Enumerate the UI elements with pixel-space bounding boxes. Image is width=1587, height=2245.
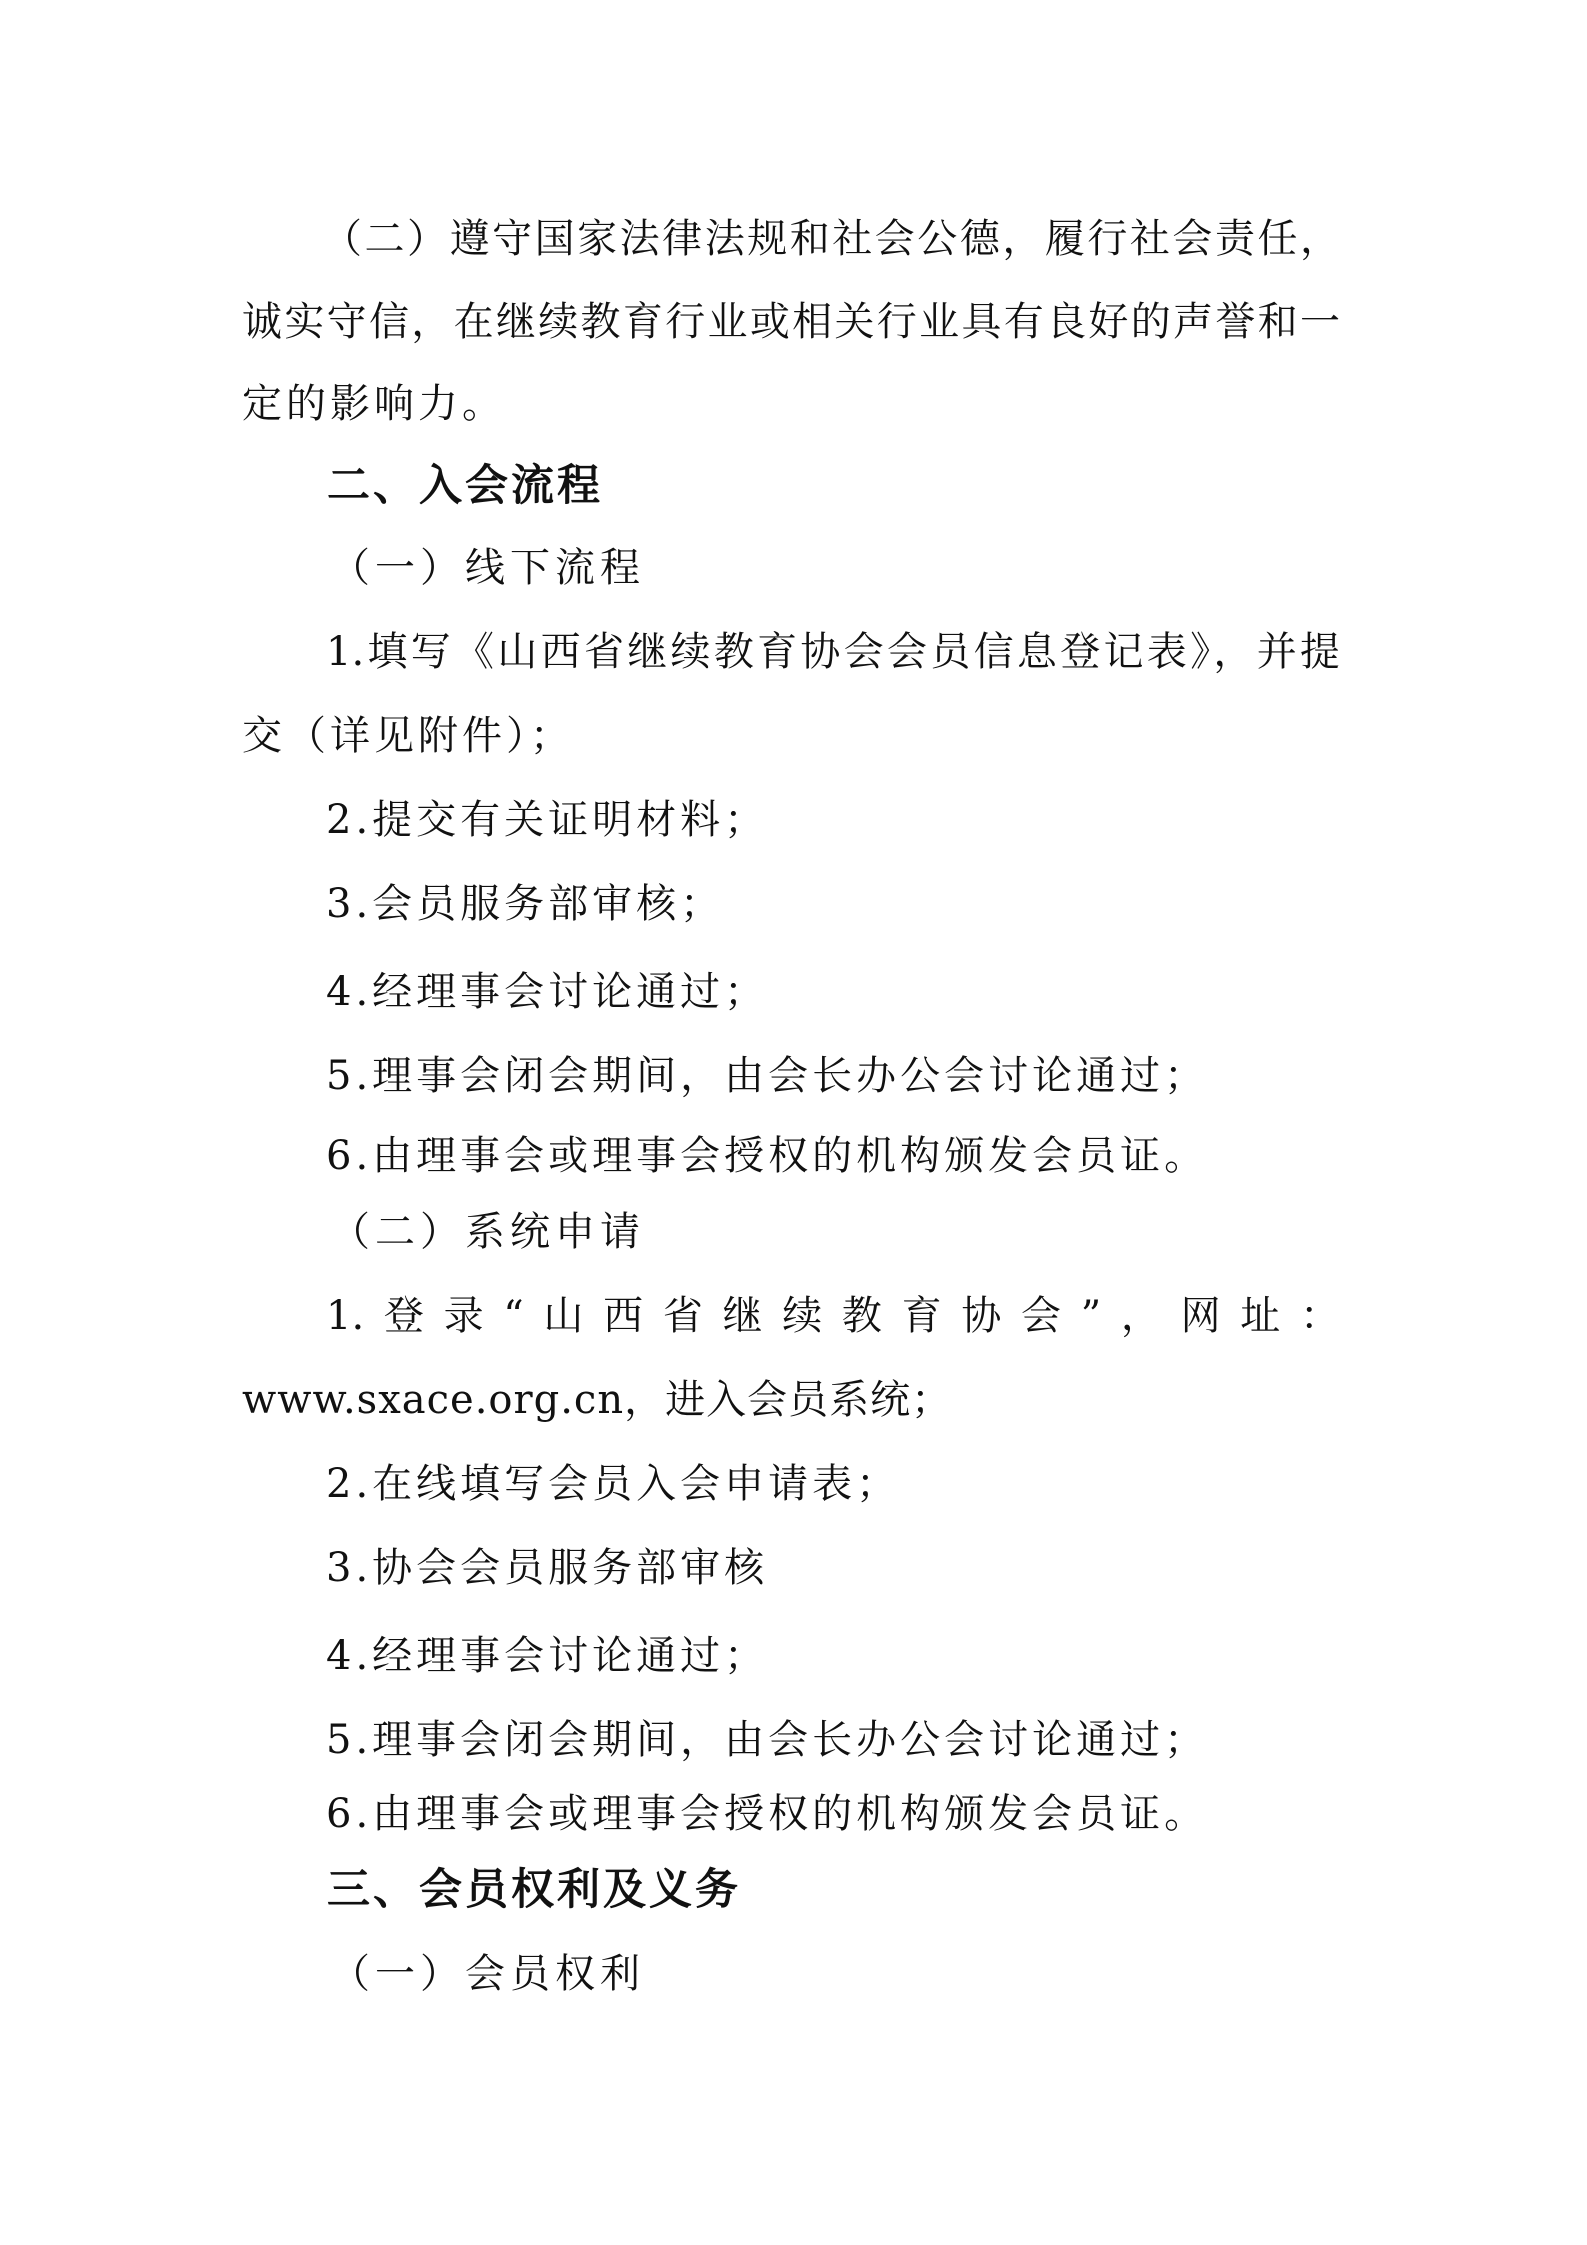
subsection-heading: （一）会员权利 (330, 1951, 645, 1997)
paragraph-line: 诚实守信，在继续教育行业或相关行业具有良好的声誉和一 (242, 299, 1340, 345)
list-item: 5.理事会闭会期间，由会长办公会讨论通过； (326, 1053, 1209, 1099)
list-item: 6.由理事会或理事会授权的机构颁发会员证。 (326, 1791, 1209, 1837)
list-item: 4.经理事会讨论通过； (326, 969, 769, 1015)
list-item: 1.填写《山西省继续教育协会会员信息登记表》，并提 (326, 629, 1340, 675)
list-item: 3.协会会员服务部审核 (326, 1545, 769, 1591)
list-item: 3.会员服务部审核； (326, 881, 725, 927)
list-item: 交（详见附件）； (242, 713, 574, 759)
list-item: 2.在线填写会员入会申请表； (326, 1461, 901, 1507)
paragraph-line: 定的影响力。 (242, 381, 506, 427)
list-item: 4.经理事会讨论通过； (326, 1633, 769, 1679)
section-heading: 三、会员权利及义务 (327, 1865, 741, 1915)
list-item: 1.登录“山西省继续教育协会”，网址： (326, 1293, 1340, 1339)
paragraph-line: （二）遵守国家法律法规和社会公德，履行社会责任， (322, 216, 1340, 262)
list-item: 6.由理事会或理事会授权的机构颁发会员证。 (326, 1133, 1209, 1179)
section-heading: 二、入会流程 (327, 461, 603, 511)
list-item: 2.提交有关证明材料； (326, 797, 769, 843)
list-item: 5.理事会闭会期间，由会长办公会讨论通过； (326, 1717, 1209, 1763)
subsection-heading: （一）线下流程 (330, 545, 645, 591)
subsection-heading: （二）系统申请 (330, 1209, 645, 1255)
list-item: www.sxace.org.cn，进入会员系统； (242, 1377, 953, 1423)
